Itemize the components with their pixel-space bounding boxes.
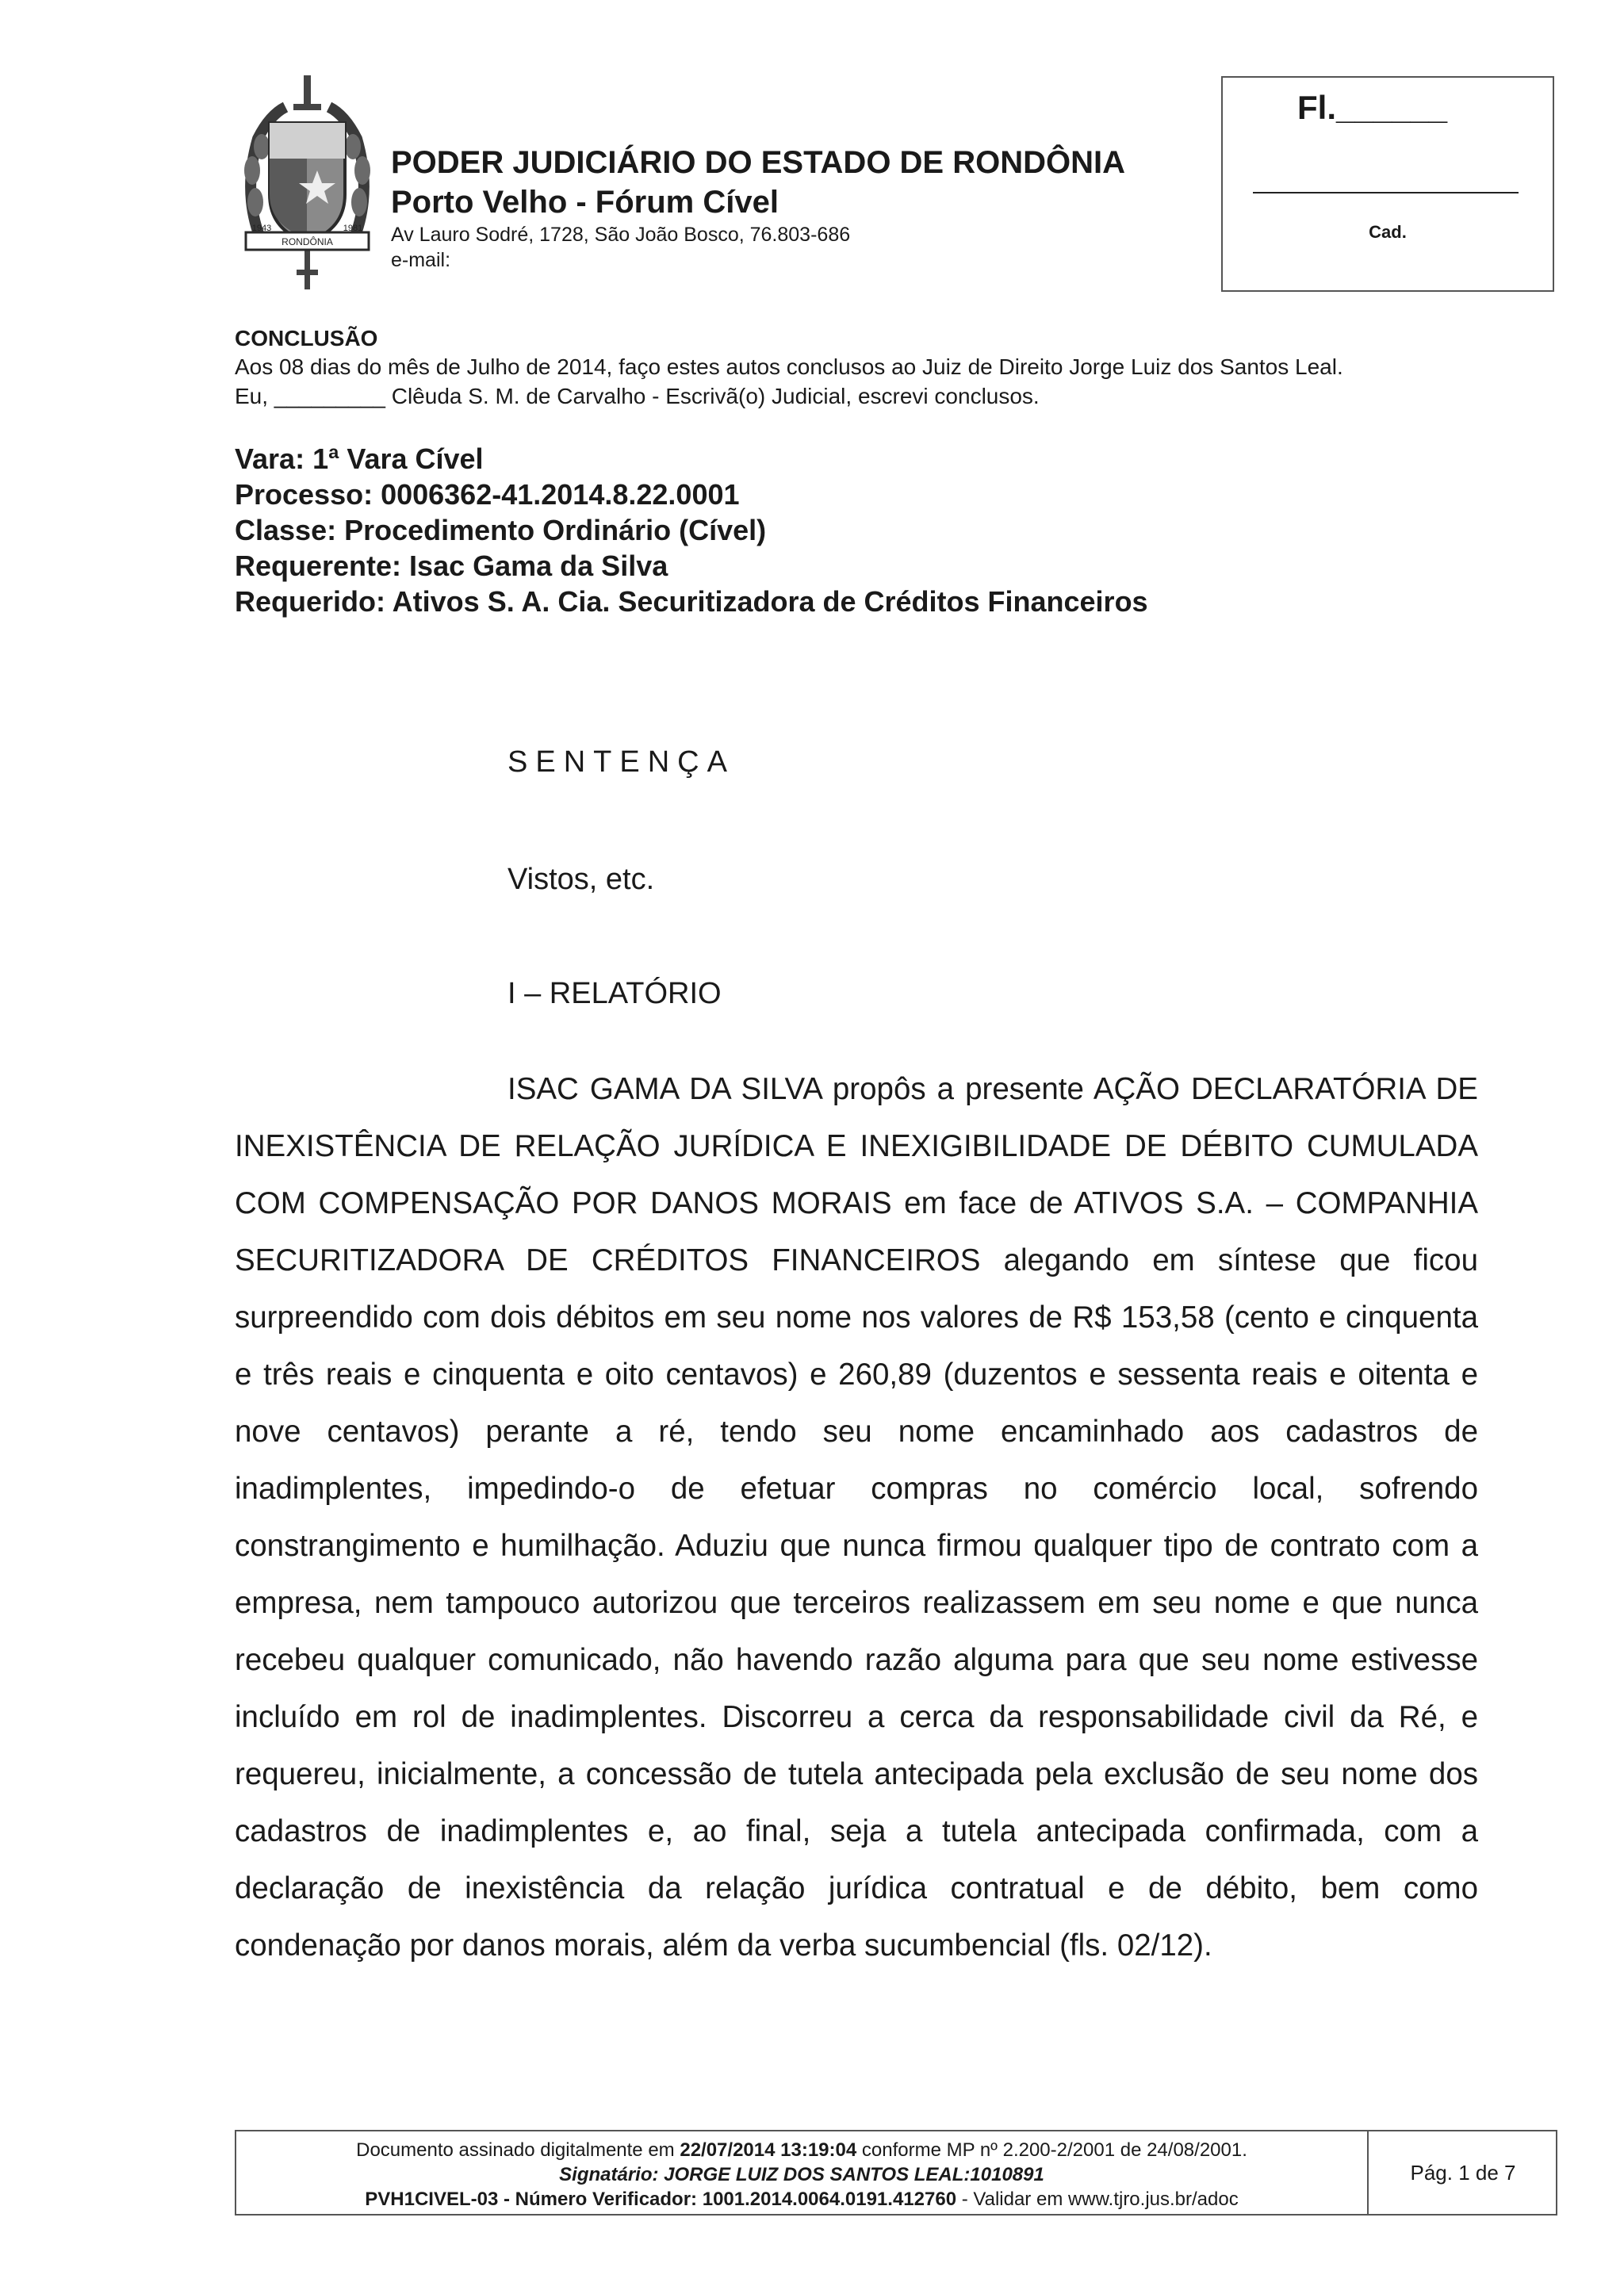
conclusao-line-2: Eu, _________ Clêuda S. M. de Carvalho - Escrivã(o) Judicial, escrevi conclusos. — [235, 384, 1040, 408]
folio-label: Fl.______ — [1297, 89, 1448, 126]
court-address: Av Lauro Sodré, 1728, São João Bosco, 76.803-686 — [391, 224, 851, 246]
verificador-line — [236, 2187, 1367, 2212]
folio-signature-line — [1253, 192, 1519, 193]
validar-link: - Validar em www.tjro.jus.br/adoc — [956, 2189, 1239, 2210]
sentenca-heading: SENTENÇA — [508, 745, 735, 779]
folio-stamp-box — [1221, 76, 1554, 292]
vistos-line: Vistos, etc. — [508, 863, 655, 896]
conclusao-line-1: Aos 08 dias do mês de Julho de 2014, faço estes autos conclusos ao Juiz de Direito Jorge Luiz dos Santos Leal. — [235, 354, 1343, 379]
case-vara: Vara: 1ª Vara Cível — [235, 442, 484, 475]
crest-banner-text: RONDÔNIA — [282, 236, 333, 247]
page-number: Pág. 1 de 7 — [1410, 2160, 1516, 2185]
crest-year-left: 1943 — [251, 224, 272, 233]
signature-info — [236, 2131, 1369, 2214]
coat-of-arms — [238, 75, 377, 293]
coat-of-arms-icon — [238, 75, 377, 293]
case-requerido: Requerido: Ativos S. A. Cia. Securitizadora de Créditos Financeiros — [235, 585, 1148, 618]
crest-year-right: 1981 — [343, 224, 363, 233]
case-processo: Processo: 0006362-41.2014.8.22.0001 — [235, 478, 740, 511]
court-location: Porto Velho - Fórum Cível — [391, 185, 779, 220]
signature-footer — [235, 2130, 1557, 2215]
court-email-label: e-mail: — [391, 249, 451, 271]
court-name: PODER JUDICIÁRIO DO ESTADO DE RONDÔNIA — [391, 145, 1125, 180]
case-requerente: Requerente: Isac Gama da Silva — [235, 550, 668, 582]
cad-label: Cad. — [1369, 222, 1407, 242]
conclusao-title: CONCLUSÃO — [235, 326, 378, 350]
relatorio-paragraph: ISAC GAMA DA SILVA propôs a presente AÇÃO DECLARATÓRIA DE INEXISTÊNCIA DE RELAÇÃO JURÍDICA E INEXIGIBILIDADE DE DÉBITO CUMULADA COM COMPENSAÇÃO POR DANOS MORAIS em face de ATIVOS S.A. – COMPANHIA SECURITIZADORA DE CRÉDITOS FINANCEIROS alegando em síntese que ficou surpreendido com dois débitos em seu nome nos valores de R$ 153,58 (cento e cinquenta e três reais e cinquenta e oito centavos) e 260,89 (duzentos e sessenta reais e oitenta e nove centavos) perante a ré, tendo seu nome encaminhado aos cadastros de inadimplentes, impedindo-o de efetuar compras no comércio local, sofrendo constrangimento e humilhação. Aduziu que nunca firmou qualquer tipo de contrato com a empresa, nem tampouco autorizou que terceiros realizassem em seu nome e que nunca recebeu qualquer comunicado, não havendo razão alguma para que seu nome estivesse incluído em rol de inadimplentes. Discorreu a cerca da responsabilidade civil da Ré, e requereu, inicialmente, a concessão de tutela antecipada pela exclusão de seu nome dos cadastros de inadimplentes e, ao final, seja a tutela antecipada confirmada, com a declaração de inexistência da relação jurídica contratual e de débito, bem como condenação por danos morais, além da verba sucumbencial (fls. 02/12). — [235, 1072, 1478, 1963]
signature-line — [236, 2138, 1367, 2162]
signatario-line: Signatário: JORGE LUIZ DOS SANTOS LEAL:1010891 — [559, 2164, 1044, 2185]
court-header — [391, 143, 1192, 273]
conclusao-section — [235, 325, 1583, 411]
signature-prefix: Documento assinado digitalmente em — [356, 2139, 680, 2161]
signature-datetime: 22/07/2014 13:19:04 — [680, 2139, 857, 2161]
signature-suffix: conforme MP nº 2.200-2/2001 de 24/08/2001. — [856, 2139, 1247, 2161]
section-heading-relatorio: I – RELATÓRIO — [508, 977, 722, 1010]
verificador-number: PVH1CIVEL-03 - Número Verificador: 1001.2014.0064.0191.412760 — [365, 2189, 957, 2210]
case-classe: Classe: Procedimento Ordinário (Cível) — [235, 514, 767, 546]
case-info — [235, 441, 1583, 619]
